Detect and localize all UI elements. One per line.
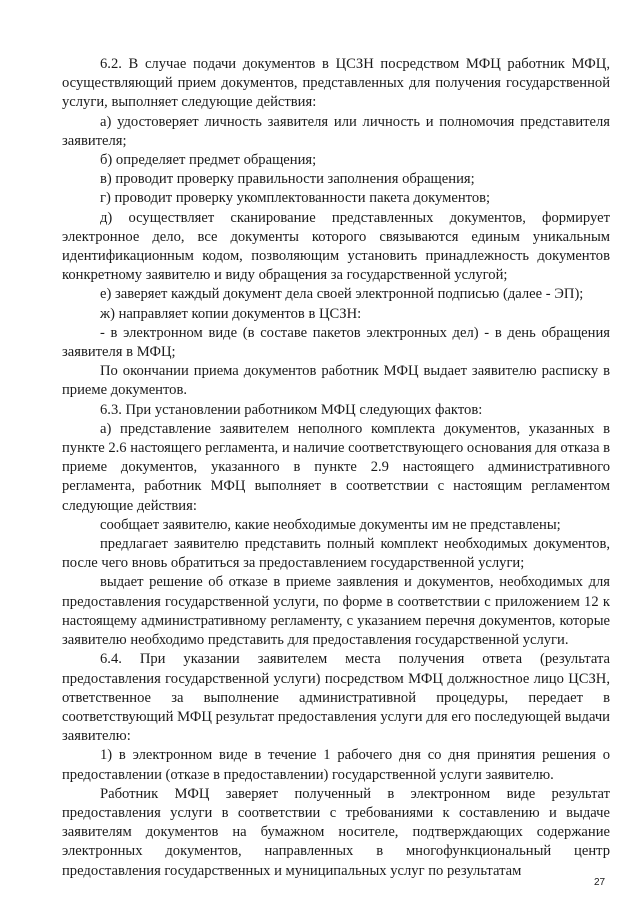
paragraph-6-2: 6.2. В случае подачи документов в ЦСЗН посредством МФЦ работник МФЦ, осуществляющий прием документов, представленных для получения государственной услуги, выполняет следующие действия: bbox=[62, 56, 610, 111]
paragraph-6-3: 6.3. При установлении работником МФЦ следующих фактов: bbox=[100, 401, 483, 418]
paragraph-6-4: 6.4. При указании заявителем места получения ответа (результата предоставления государственной услуги) посредством МФЦ должностное лицо ЦСЗН, ответственное за выполнение административной процедуры, передает в соответствующий МФЦ результат предоставления услуги для его последующей выдачи заявителю: bbox=[62, 651, 610, 745]
paragraph-6-3-a: а) представление заявителем неполного комплекта документов, указанных в пункте 2.6 настоящего регламента, и наличие соответствующего основания для отказа в приеме документов, указанного в пункте 2.9 настоящего административного регламента, работник МФЦ выполняет в соответствии с настоящим регламентом следующие действия: bbox=[62, 420, 610, 514]
paragraph-6-3-refusal: выдает решение об отказе в приеме заявления и документов, необходимых для предоставления государственной услуги, по форме в соответствии с приложением 12 к настоящему административному регламенту, с указанием перечня документов, которые заявителю необходимо представить для предоставления государственной услуги. bbox=[62, 574, 610, 649]
paragraph-6-3-offer: предлагает заявителю представить полный комплект необходимых документов, после чего вновь обратиться за предоставлением государственной услуги; bbox=[62, 536, 610, 572]
paragraph-6-4-1: 1) в электронном виде в течение 1 рабочего дня со дня принятия решения о предоставлении (отказе в предоставлении) государственной услуги заявителю. bbox=[62, 747, 610, 783]
paragraph-6-2-zh-electronic: - в электронном виде (в составе пакетов электронных дел) - в день обращения заявителя в МФЦ; bbox=[62, 324, 610, 361]
paragraph-6-2-d: д) осуществляет сканирование представленных документов, формирует электронное дело, все документы которого связываются единым уникальным идентификационным кодом, позволяющим установить принадлежность документов конкретному заявителю и виду обращения за государственной услугой; bbox=[62, 209, 610, 284]
paragraph-6-2-b: б) определяет предмет обращения; bbox=[100, 152, 317, 169]
paragraph-6-3-inform: сообщает заявителю, какие необходимые документы им не представлены; bbox=[100, 516, 561, 533]
document-body bbox=[62, 55, 610, 881]
paragraph-6-2-a: а) удостоверяет личность заявителя или личность и полномочия представителя заявителя; bbox=[62, 113, 610, 149]
paragraph-6-2-e: е) заверяет каждый документ дела своей электронной подписью (далее - ЭП); bbox=[100, 286, 584, 303]
paragraph-receipt: По окончании приема документов работник МФЦ выдает заявителю расписку в приеме документов. bbox=[62, 363, 610, 399]
paragraph-6-2-zh: ж) направляет копии документов в ЦСЗН: bbox=[100, 305, 362, 322]
page-number: 27 bbox=[594, 877, 606, 888]
paragraph-6-2-v: в) проводит проверку правильности заполнения обращения; bbox=[100, 171, 475, 188]
paragraph-6-2-g: г) проводит проверку укомплектованности пакета документов; bbox=[100, 190, 491, 207]
paragraph-6-4-certify: Работник МФЦ заверяет полученный в электронном виде результат предоставления услуги в соответствии с требованиями к составлению и выдаче заявителям документов на бумажном носителе, подтверждающих содержание электронных документов, направленных в многофункциональный центр предоставления государственных и муниципальных услуг по результатам bbox=[62, 785, 610, 879]
